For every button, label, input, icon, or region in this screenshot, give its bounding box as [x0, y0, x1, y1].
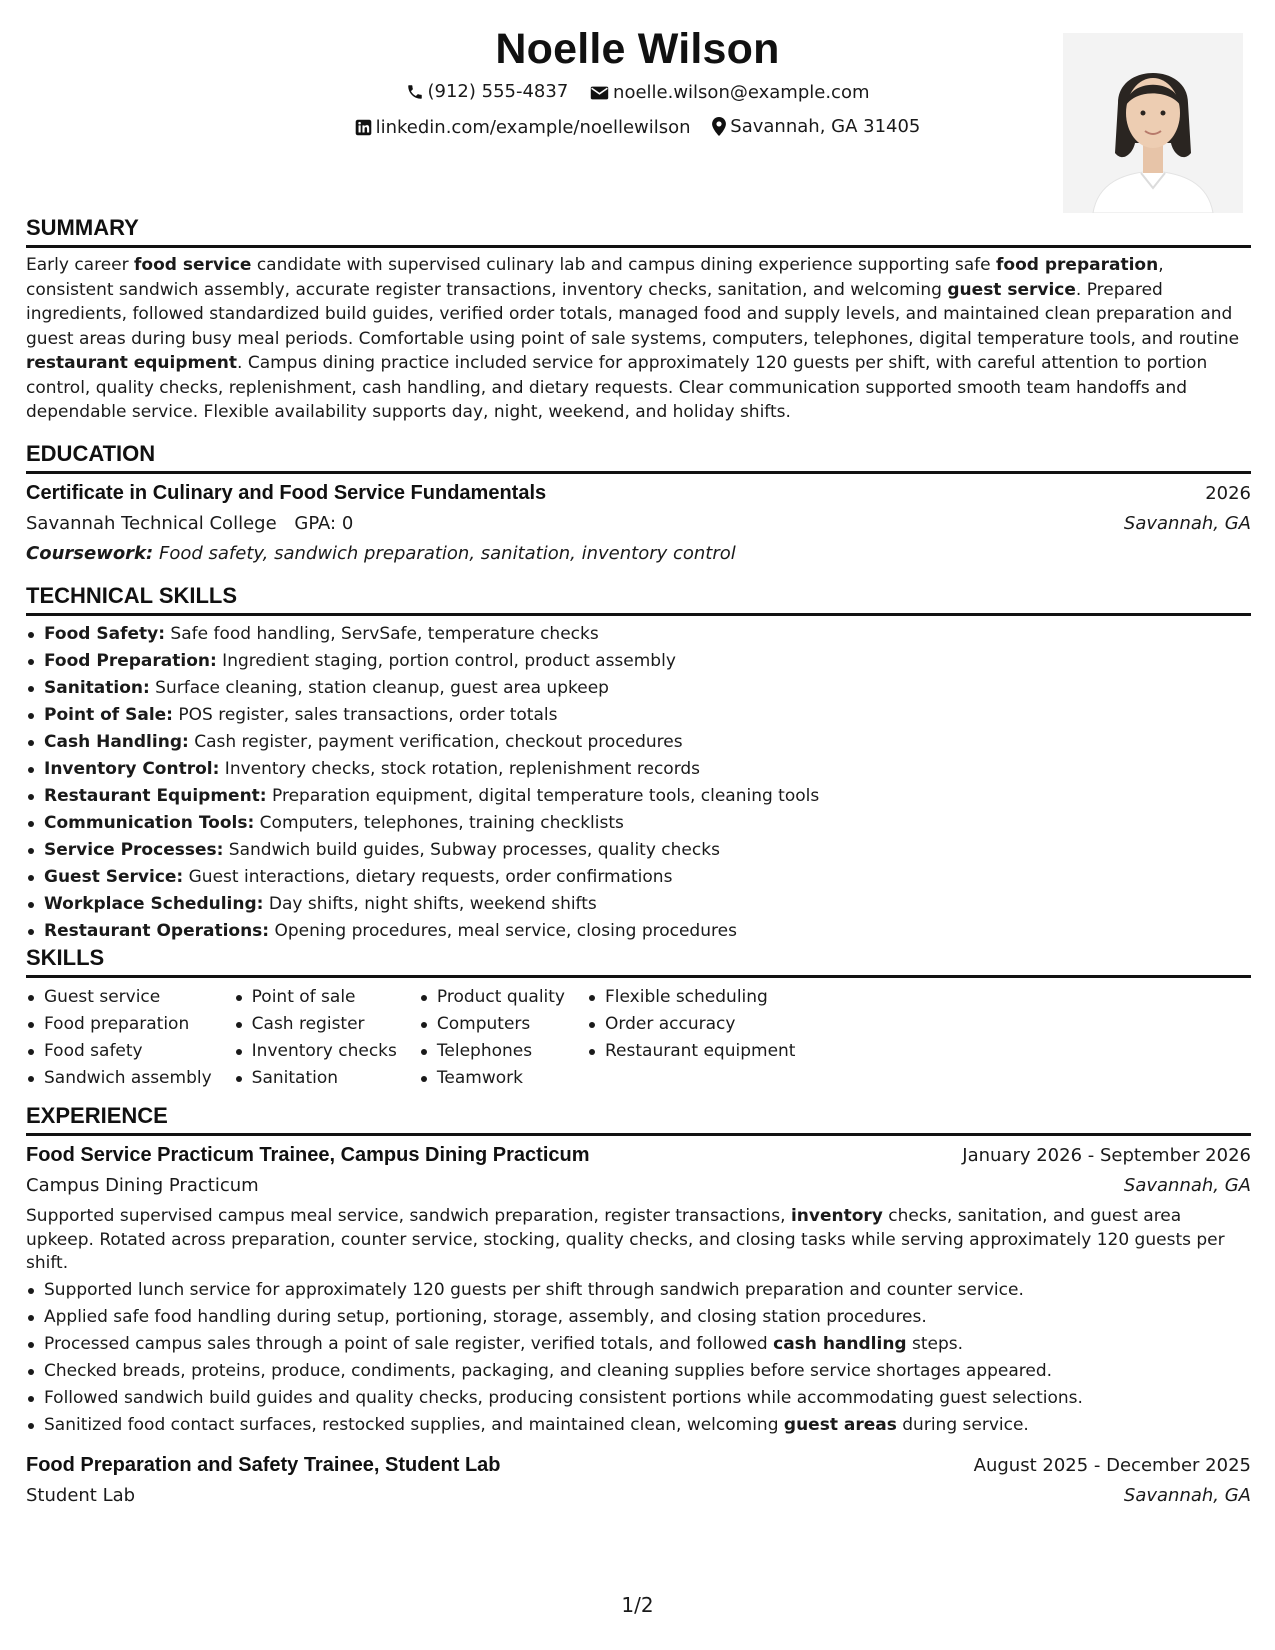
technical-skill-item [26, 648, 1251, 675]
job-location: Savannah, GA [1123, 1484, 1251, 1506]
skills-column [234, 984, 397, 1092]
summary-section [26, 214, 1251, 425]
education-title: EDUCATION [26, 440, 1251, 474]
technical-skill-item [26, 918, 1251, 945]
technical-skill-item [26, 810, 1251, 837]
text-segment: steps. [906, 1333, 964, 1354]
job-bullet-item [26, 1304, 1251, 1331]
experience-title: EXPERIENCE [26, 1102, 1251, 1136]
technical-skill-item [26, 756, 1251, 783]
experience-section [26, 1102, 1251, 1511]
emphasis-text: guest service [947, 279, 1076, 300]
education-school-row [26, 509, 1251, 539]
text-segment: during service. [896, 1414, 1029, 1435]
envelope-icon [590, 85, 609, 101]
skills-column [419, 984, 565, 1092]
job-bullet-item [26, 1358, 1251, 1385]
skill-details: Guest interactions, dietary requests, order confirmations [183, 867, 673, 887]
skill-item: Telephones [419, 1038, 565, 1065]
text-segment: . Campus dining practice included service for approximately 120 guests per shift, with careful attention to portion control, quality checks, replenishment, cash handling, and dietary requests. Clear communication supported smooth team handoffs and dependable service. Flexible availability supports day, night, weekend, and holiday shifts. [26, 353, 1208, 422]
linkedin-text[interactable]: linkedin.com/example/noellewilson [375, 116, 691, 138]
job-title: Food Service Practicum Trainee, Campus Dining Practicum [26, 1144, 590, 1166]
skill-details: Preparation equipment, digital temperature tools, cleaning tools [266, 786, 820, 806]
job-org-row [26, 1171, 1251, 1201]
technical-skill-item [26, 864, 1251, 891]
skill-category: Workplace Scheduling: [44, 894, 264, 914]
emphasis-text: guest areas [783, 1414, 897, 1435]
skill-details: Ingredient staging, portion control, product assembly [216, 651, 676, 671]
job-bullet-item [26, 1385, 1251, 1412]
phone-contact [406, 76, 569, 107]
job-bullet-item [26, 1331, 1251, 1358]
technical-skill-item [26, 675, 1251, 702]
emphasis-text: food service [134, 255, 252, 275]
job-entry [26, 1450, 1251, 1511]
skill-details: Surface cleaning, station cleanup, guest area upkeep [149, 678, 609, 698]
technical-skill-item [26, 621, 1251, 648]
skills-section [26, 944, 1251, 1092]
skill-category: Sanitation: [44, 678, 150, 698]
job-entry [26, 1140, 1251, 1439]
skill-details: Day shifts, night shifts, weekend shifts [263, 894, 597, 914]
job-bullets [26, 1277, 1251, 1439]
technical-skill-item [26, 783, 1251, 810]
technical-skill-item [26, 837, 1251, 864]
text-segment: checks, sanitation, and guest area upkeep. Rotated across preparation, counter service, stocking, quality checks, and closing tasks while serving approximately 120 guests per shift. [26, 1206, 1225, 1273]
skill-category: Guest Service: [44, 867, 184, 887]
text-segment: . Prepared ingredients, followed standardized build guides, verified order totals, managed food and supply levels, and maintained clean preparation and guest areas during busy meal periods. Comfortable using point of sale systems, computers, telephones, digital temperature tools, and routine [26, 279, 1240, 349]
skill-item: Guest service [26, 984, 212, 1011]
job-header-row [26, 1140, 1251, 1171]
emphasis-text: restaurant equipment [26, 353, 238, 373]
skill-details: Safe food handling, ServSafe, temperature checks [165, 624, 599, 644]
job-location: Savannah, GA [1123, 1175, 1251, 1196]
skill-category: Restaurant Operations: [44, 921, 270, 941]
job-title: Food Preparation and Safety Trainee, Student Lab [26, 1453, 501, 1476]
job-org: Student Lab [26, 1484, 136, 1506]
skill-category: Food Safety: [44, 624, 166, 644]
summary-title: SUMMARY [26, 214, 1251, 248]
summary-text [26, 253, 1251, 425]
emphasis-text: inventory [790, 1206, 883, 1226]
gpa: GPA: 0 [294, 513, 354, 534]
phone-icon [406, 83, 424, 101]
text-segment: Processed campus sales through a point of sale register, verified totals, and followed [44, 1333, 774, 1354]
skill-category: Cash Handling: [44, 732, 189, 752]
linkedin-icon [355, 119, 372, 136]
email-text[interactable]: noelle.wilson@example.com [613, 82, 870, 103]
skill-item: Sanitation [234, 1065, 397, 1092]
skill-item: Point of sale [234, 984, 397, 1011]
skill-details: Cash register, payment verification, checkout procedures [188, 732, 683, 752]
coursework-text: Food safety, sandwich preparation, sanitation, inventory control [158, 543, 736, 564]
school-name: Savannah Technical College [26, 513, 277, 534]
skill-item: Inventory checks [234, 1038, 397, 1065]
skill-category: Inventory Control: [44, 759, 220, 779]
graduation-year: 2026 [1205, 483, 1251, 504]
location-contact [712, 111, 920, 142]
job-bullet-item [26, 1277, 1251, 1304]
email-contact[interactable] [590, 77, 869, 108]
job-header-row [26, 1450, 1251, 1481]
technical-skill-item [26, 702, 1251, 729]
text-segment: Checked breads, proteins, produce, condiments, packaging, and cleaning supplies before service shortages appeared. [44, 1360, 1053, 1381]
job-org: Campus Dining Practicum [26, 1175, 259, 1196]
technical-skills-section [26, 582, 1251, 945]
skills-column [587, 984, 795, 1092]
skill-item: Restaurant equipment [587, 1038, 795, 1065]
skills-column [26, 984, 212, 1092]
skill-item: Food safety [26, 1038, 212, 1065]
skill-item: Computers [419, 1011, 565, 1038]
skill-item: Flexible scheduling [587, 984, 795, 1011]
profile-photo [1063, 33, 1243, 213]
emphasis-text: food preparation [996, 255, 1159, 275]
job-bullet-item [26, 1412, 1251, 1439]
skill-item: Cash register [234, 1011, 397, 1038]
degree-title: Certificate in Culinary and Food Service Fundamentals [26, 482, 547, 504]
text-segment: , consistent sandwich assembly, accurate register transactions, inventory checks, sanitation, and welcoming [26, 255, 1164, 300]
job-description [26, 1205, 1251, 1276]
skills-title: SKILLS [26, 944, 1251, 978]
text-segment: Supported supervised campus meal service, sandwich preparation, register transactions, [26, 1206, 791, 1226]
text-segment: Applied safe food handling during setup, portioning, storage, assembly, and closing station procedures. [44, 1306, 927, 1327]
coursework-label: Coursework: [26, 543, 154, 564]
school-info [26, 509, 353, 539]
phone-text: (912) 555-4837 [427, 81, 569, 102]
skill-details: Sandwich build guides, Subway processes, quality checks [223, 840, 720, 860]
skills-columns [26, 984, 1251, 1092]
skill-category: Service Processes: [44, 840, 224, 860]
linkedin-contact[interactable] [355, 112, 691, 143]
skill-item: Food preparation [26, 1011, 212, 1038]
skill-item: Product quality [419, 984, 565, 1011]
text-segment: candidate with supervised culinary lab and campus dining experience supporting safe [251, 255, 997, 275]
technical-skill-item [26, 891, 1251, 918]
emphasis-text: cash handling [773, 1333, 907, 1354]
job-dates: January 2026 - September 2026 [962, 1145, 1251, 1166]
map-pin-icon [712, 117, 726, 136]
skill-details: Opening procedures, meal service, closing procedures [269, 921, 737, 941]
skill-item: Teamwork [419, 1065, 565, 1092]
technical-skills-list [26, 621, 1251, 945]
skill-details: POS register, sales transactions, order totals [172, 705, 558, 725]
skill-category: Restaurant Equipment: [44, 786, 267, 806]
skill-item: Order accuracy [587, 1011, 795, 1038]
skill-item: Sandwich assembly [26, 1065, 212, 1092]
technical-skill-item [26, 729, 1251, 756]
text-segment: Supported lunch service for approximately 120 guests per shift through sandwich preparation and counter service. [44, 1279, 1024, 1300]
job-dates: August 2025 - December 2025 [973, 1454, 1251, 1476]
skill-details: Computers, telephones, training checklists [254, 813, 624, 833]
skill-category: Point of Sale: [44, 705, 173, 725]
job-org-row [26, 1481, 1251, 1511]
skill-details: Inventory checks, stock rotation, replenishment records [219, 759, 701, 779]
text-segment: Sanitized food contact surfaces, restocked supplies, and maintained clean, welcoming [44, 1414, 784, 1435]
skill-category: Food Preparation: [44, 651, 217, 671]
technical-skills-title: TECHNICAL SKILLS [26, 582, 1251, 616]
education-section [26, 440, 1251, 569]
school-location: Savannah, GA [1123, 513, 1251, 534]
location-text: Savannah, GA 31405 [730, 115, 921, 137]
candidate-name: Noelle Wilson [495, 25, 780, 73]
text-segment: Early career [26, 255, 135, 275]
text-segment: Followed sandwich build guides and quality checks, producing consistent portions while accommodating guest selections. [44, 1387, 1083, 1408]
page-number: 1/2 [621, 1593, 654, 1617]
coursework-line [26, 539, 1251, 569]
skill-category: Communication Tools: [44, 813, 255, 833]
education-header-row [26, 478, 1251, 509]
